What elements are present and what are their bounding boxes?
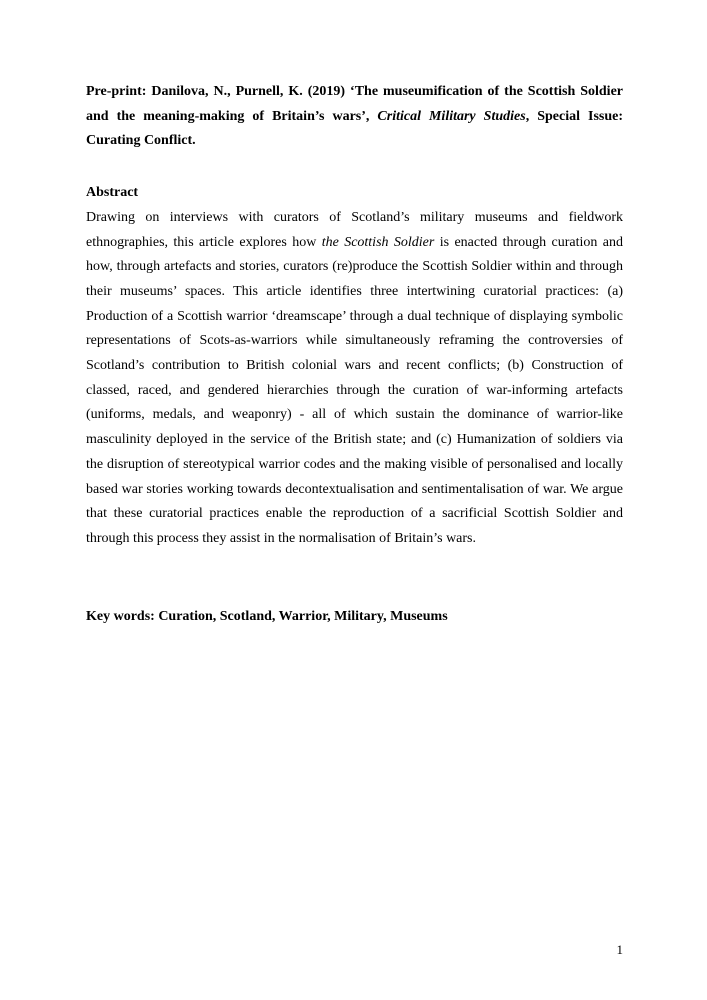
page-number: 1 [616,942,623,957]
abstract-text [86,206,623,552]
paper-citation [86,80,623,154]
citation-suffix-text: , Special Issue: Curating Conflict. [86,108,623,149]
abstract-italic-phrase: the Scottish Soldier [321,234,435,250]
keywords-line: Key words: Curation, Scotland, Warrior, Military, Museums [86,608,448,624]
abstract-part-1: Drawing on interviews with curators of Scotland’s military museums and fieldwork ethnographies, this article explores how [86,209,623,250]
abstract-heading: Abstract [86,185,139,201]
citation-prefix-text: Pre-print: Danilova, N., Purnell, K. (2019) ‘The museumification of the Scottish Soldier and the meaning-making of Britain’s wars’, [86,84,623,124]
abstract-part-2: is enacted through curation and how, through artefacts and stories, curators (re)produce the Scottish Soldier within and through their museums’ spaces. This article identifies three intertwining curatorial practices: (a) Production of a Scottish warrior ‘dreamscape’ through a dual technique of displaying symbolic representations of Scots-as-warriors while simultaneously reframing the controversies of Scotland’s contribution to British colonial wars and recent conflicts; (b) Construction of classed, raced, and gendered hierarchies through the curation of war-informing artefacts (uniforms, medals, and weaponry) - all of which sustain the dominance of warrior-like masculinity deployed in the service of the British state; and (c) Humanization of soldiers via the disruption of stereotypical warrior codes and the making visible of personalised and locally based war stories working towards decontextualisation and sentimentalisation of war. We argue that these curatorial practices enable the reproduction of a sacrificial Scottish Soldier and through this process they assist in the normalisation of Britain’s wars. [86,234,623,546]
journal-name: Critical Military Studies [377,108,526,124]
